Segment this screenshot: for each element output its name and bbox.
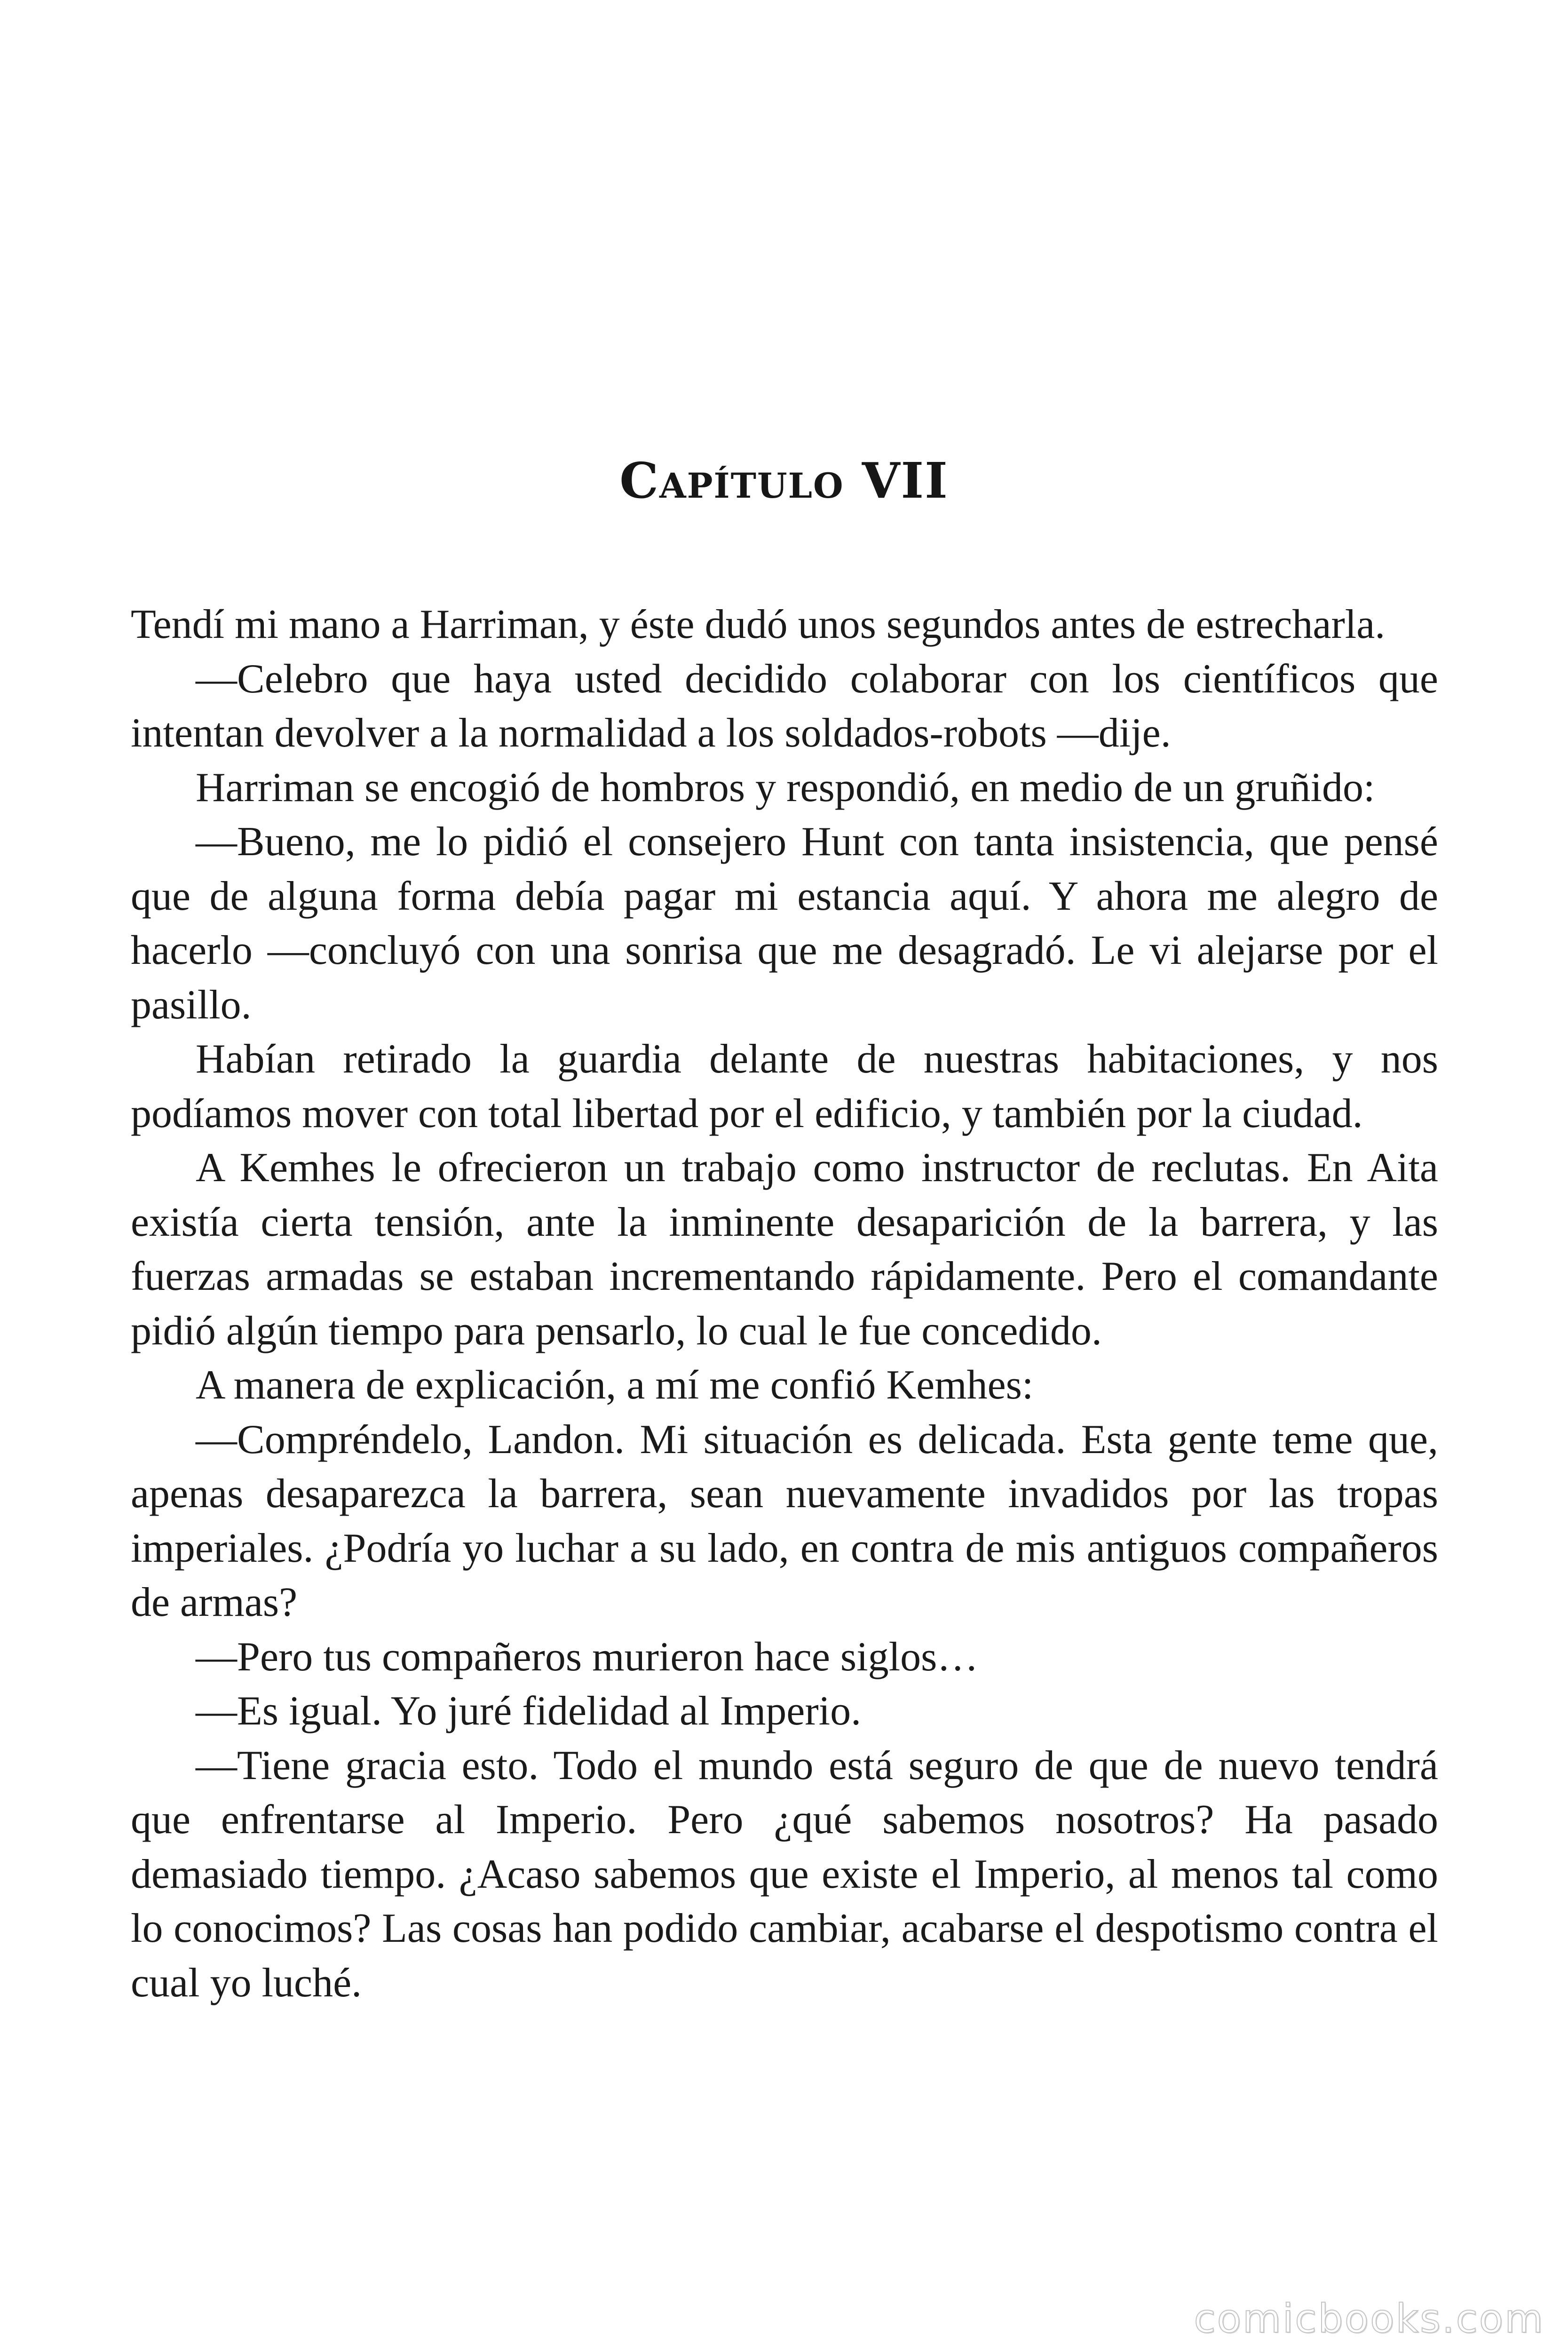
paragraph: —Compréndelo, Landon. Mi situación es delicada. Esta gente teme que, apenas desaparezca la barrera, sean nuevamente invadidos por las tropas imperiales. ¿Podría yo luchar a su lado, en contra de mis antiguos compañeros de armas? xyxy=(131,1416,1438,1625)
chapter-body xyxy=(131,597,1438,2010)
paragraph: A manera de explicación, a mí me confió Kemhes: xyxy=(196,1362,1034,1408)
paragraph: —Bueno, me lo pidió el consejero Hunt con tanta insistencia, que pensé que de alguna forma debía pagar mi estancia aquí. Y ahora me alegro de hacerlo —concluyó con una sonrisa que me desagradó. Le vi alejarse por el pasillo. xyxy=(131,819,1438,1028)
paragraph: —Es igual. Yo juré fidelidad al Imperio. xyxy=(196,1688,862,1734)
paragraph: —Tiene gracia esto. Todo el mundo está seguro de que de nuevo tendrá que enfrentarse al Imperio. Pero ¿qué sabemos nosotros? Ha pasado demasiado tiempo. ¿Acaso sabemos que existe el Imperio, al menos tal como lo conocimos? Las cosas han podido cambiar, acabarse el despotismo contra el cual yo luché. xyxy=(131,1742,1438,2006)
chapter-title: Capítulo VII xyxy=(619,452,949,509)
paragraph: Tendí mi mano a Harriman, y éste dudó unos segundos antes de estrecharla. xyxy=(131,602,1386,647)
paragraph: Harriman se encogió de hombros y respondió, en medio de un gruñido: xyxy=(196,764,1375,810)
paragraph: Habían retirado la guardia delante de nuestras habitaciones, y nos podíamos mover con total libertad por el edificio, y también por la ciudad. xyxy=(131,1036,1438,1136)
paragraph: —Pero tus compañeros murieron hace siglos… xyxy=(196,1634,979,1680)
watermark: comicbooks.com xyxy=(1194,2296,1544,2342)
paragraph: A Kemhes le ofrecieron un trabajo como instructor de reclutas. En Aita existía cierta tensión, ante la inminente desaparición de la barrera, y las fuerzas armadas se estaban incrementando rápidamente. Pero el comandante pidió algún tiempo para pensarlo, lo cual le fue concedido. xyxy=(131,1145,1438,1354)
paragraph: —Celebro que haya usted decidido colaborar con los científicos que intentan devolver a la normalidad a los soldados-robots —dije. xyxy=(131,656,1438,756)
